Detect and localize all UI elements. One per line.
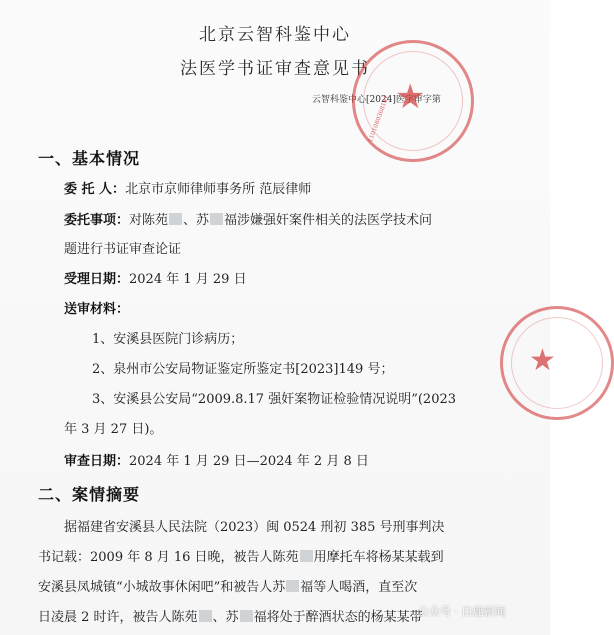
- case-text: 、苏: [212, 610, 239, 625]
- material-item-cont: 年 3 月 27 日)。: [64, 422, 163, 437]
- material-item: 1、安溪县医院门诊病历；: [92, 332, 244, 347]
- case-line: [38, 606, 423, 625]
- material-item: 2、泉州市公安局物证鉴定所鉴定书[2023]149 号；: [92, 362, 394, 377]
- watermark: 公众号 · 白鹿新闻: [418, 605, 506, 618]
- case-line: [38, 576, 417, 595]
- redaction-blur: [300, 550, 313, 562]
- client-row: [64, 178, 311, 197]
- matter-text-a: 对陈苑: [129, 213, 169, 228]
- matter-text-c: 福涉嫌强奸案件相关的法医学技术问: [224, 213, 433, 228]
- case-text: 用摩托车将杨某某载到: [313, 550, 444, 565]
- seal-inner-ring: [511, 317, 603, 409]
- case-line: [38, 546, 444, 565]
- material-item: 3、安溪县公安局“2009.8.17 强奸案物证检验情况说明”(2023: [92, 392, 457, 407]
- review-row: [64, 450, 369, 469]
- case-text: 福将处于醉酒状态的杨某某带: [253, 610, 423, 625]
- org-name: 北京云智科鉴中心: [199, 25, 351, 45]
- section-heading-basic: 一、基本情况: [38, 149, 141, 168]
- seal-code: 1101080368181: [367, 94, 391, 144]
- matter-label: 委托事项：: [64, 213, 130, 228]
- official-seal-bottom: [500, 306, 614, 420]
- case-text: 福等人喝酒，直至次: [300, 580, 418, 595]
- case-line: 据福建省安溪县人民法院（2023）闽 0524 刑初 385 号刑事判决: [64, 520, 445, 535]
- date-value: 2024 年 1 月 29 日: [129, 272, 247, 287]
- official-seal-top: [352, 40, 474, 162]
- date-label: 受理日期：: [64, 272, 130, 287]
- redaction-blur: [286, 580, 299, 592]
- client-label: 委 托 人：: [64, 182, 126, 197]
- seal-star-icon: ★: [395, 77, 426, 117]
- client-value: 北京市京师律师事务所 范辰律师: [125, 182, 312, 197]
- review-value: 2024 年 1 月 29 日—2024 年 2 月 8 日: [129, 454, 369, 469]
- date-row: [64, 268, 247, 287]
- matter-row: [64, 209, 432, 228]
- redaction-blur: [169, 213, 182, 225]
- case-text: 安溪县凤城镇“小城故事休闲吧”和被告人苏: [38, 580, 286, 595]
- case-text: 日凌晨 2 时许，被告人陈苑: [38, 610, 198, 625]
- case-text: 书记载：2009 年 8 月 16 日晚，被告人陈苑: [38, 550, 299, 565]
- matter-line-2: 题进行书证审查论证: [64, 242, 182, 257]
- document-number: 云智科鉴中心[2024]医字审字第: [312, 95, 441, 105]
- section-heading-case: 二、案情摘要: [38, 485, 141, 504]
- redaction-blur: [240, 610, 253, 622]
- redaction-blur: [210, 213, 223, 225]
- materials-label: 送审材料：: [64, 302, 130, 317]
- review-label: 审查日期：: [64, 454, 130, 469]
- redaction-blur: [199, 610, 212, 622]
- document-title: 法医学书证审查意见书: [180, 59, 370, 79]
- seal-star-icon: ★: [529, 343, 556, 378]
- matter-text-b: 、苏: [183, 213, 210, 228]
